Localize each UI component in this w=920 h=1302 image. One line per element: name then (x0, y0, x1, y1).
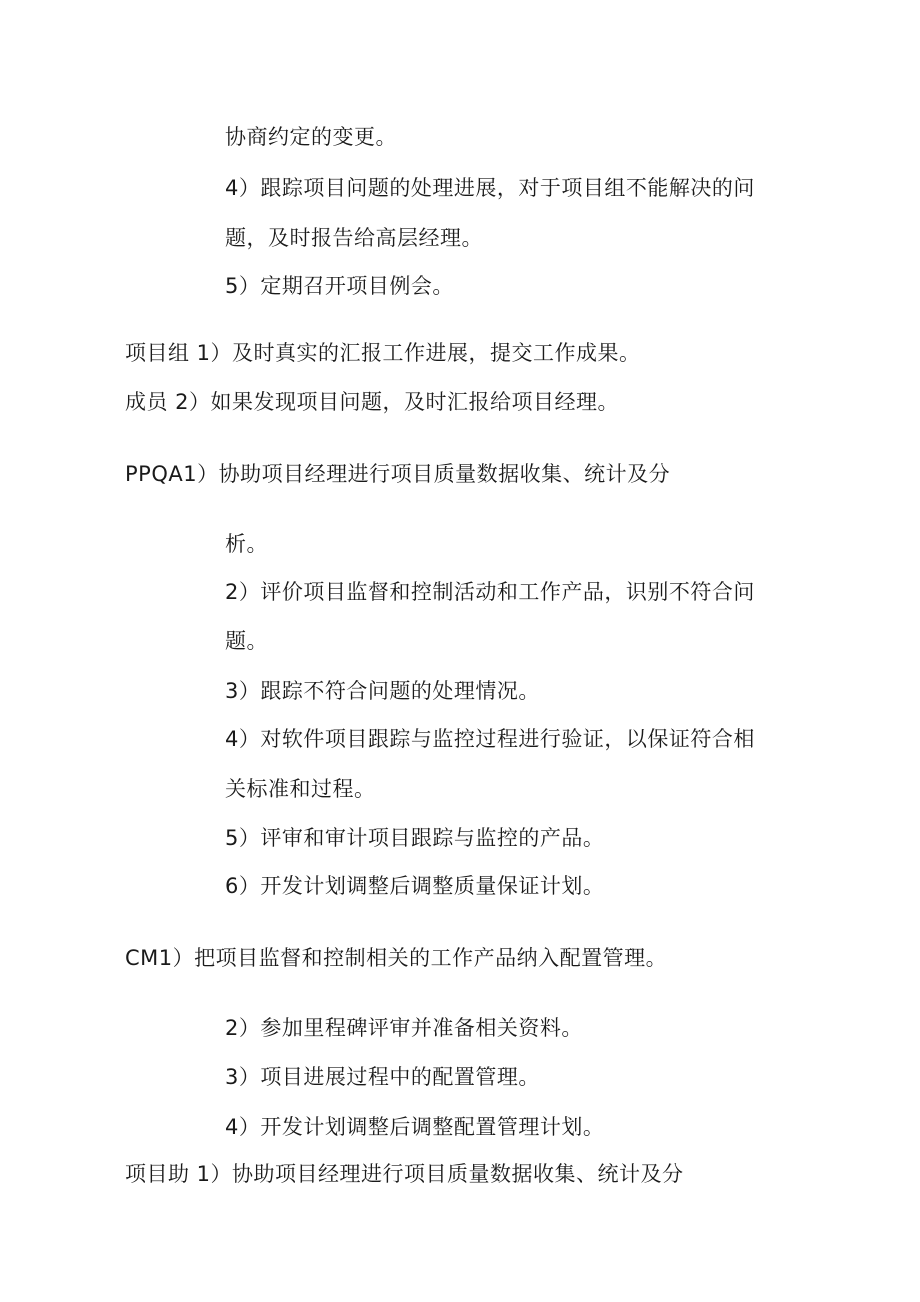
text-line: 3）跟踪不符合问题的处理情况。 (225, 679, 540, 703)
text-line: 4）对软件项目跟踪与监控过程进行验证，以保证符合相 (225, 727, 755, 751)
text-line: 题，及时报告给高层经理。 (225, 226, 483, 250)
text-line: 4）跟踪项目问题的处理进展，对于项目组不能解决的问 (225, 176, 755, 200)
text-line: 析。 (225, 532, 268, 556)
text-line: 5）评审和审计项目跟踪与监控的产品。 (225, 826, 605, 850)
text-line: CM1）把项目监督和控制相关的工作产品纳入配置管理。 (125, 946, 668, 970)
text-line: 题。 (225, 629, 268, 653)
text-line: 协商约定的变更。 (225, 125, 397, 149)
text-line: 2）评价项目监督和控制活动和工作产品，识别不符合问 (225, 580, 755, 604)
text-line: 项目助 1）协助项目经理进行项目质量数据收集、统计及分 (125, 1162, 684, 1186)
text-line: 关标准和过程。 (225, 777, 376, 801)
text-line: 3）项目进展过程中的配置管理。 (225, 1065, 540, 1089)
text-line: 5）定期召开项目例会。 (225, 274, 454, 298)
text-line: 6）开发计划调整后调整质量保证计划。 (225, 874, 605, 898)
text-line: 4）开发计划调整后调整配置管理计划。 (225, 1115, 605, 1139)
text-line: 成员 2）如果发现项目问题，及时汇报给项目经理。 (125, 390, 620, 414)
text-line: 2）参加里程碑评审并准备相关资料。 (225, 1016, 583, 1040)
text-line: PPQA1）协助项目经理进行项目质量数据收集、统计及分 (125, 462, 671, 486)
text-line: 项目组 1）及时真实的汇报工作进展，提交工作成果。 (125, 341, 641, 365)
